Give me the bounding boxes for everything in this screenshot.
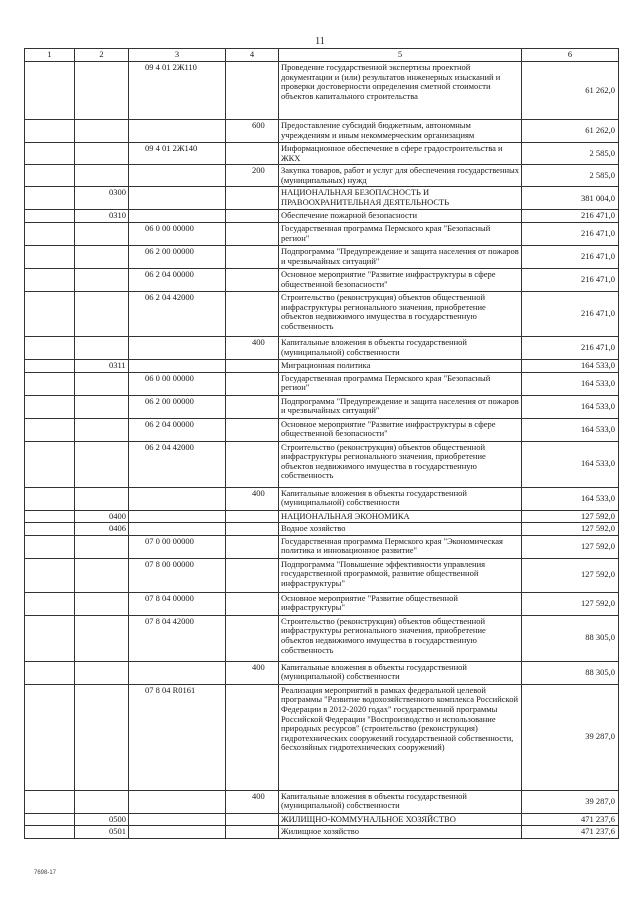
section-code: 0500 <box>75 813 129 826</box>
amount: 164 533,0 <box>522 395 619 418</box>
cell-col1 <box>25 523 75 536</box>
amount: 164 533,0 <box>522 487 619 510</box>
amount: 127 592,0 <box>522 510 619 523</box>
expense-type-code: 400 <box>226 790 279 813</box>
amount: 127 592,0 <box>522 535 619 558</box>
section-code: 0501 <box>75 826 129 839</box>
target-article-code <box>129 661 226 684</box>
section-code <box>75 291 129 336</box>
expense-type-code <box>226 187 279 210</box>
table-row <box>25 120 619 143</box>
cell-col1 <box>25 441 75 487</box>
table-row <box>25 826 619 839</box>
expense-type-code <box>226 222 279 245</box>
section-code: 0310 <box>75 210 129 223</box>
item-name: Капитальные вложения в объекты государственной (муниципальной) собственности <box>279 790 522 813</box>
column-number: 4 <box>226 49 279 62</box>
section-code <box>75 222 129 245</box>
section-code <box>75 62 129 120</box>
target-article-code: 07 0 00 00000 <box>129 535 226 558</box>
target-article-code <box>129 165 226 187</box>
section-code <box>75 535 129 558</box>
cell-col1 <box>25 790 75 813</box>
amount: 61 262,0 <box>522 120 619 143</box>
item-name: Подпрограмма "Предупреждение и защита населения от пожаров и чрезвычайных ситуаций" <box>279 395 522 418</box>
amount: 216 471,0 <box>522 222 619 245</box>
target-article-code: 06 2 00 00000 <box>129 245 226 268</box>
table-row <box>25 418 619 441</box>
expense-type-code: 400 <box>226 661 279 684</box>
expense-type-code <box>226 210 279 223</box>
column-number: 3 <box>129 49 226 62</box>
cell-col1 <box>25 535 75 558</box>
table-row <box>25 336 619 359</box>
item-name: Капитальные вложения в объекты государственной (муниципальной) собственности <box>279 487 522 510</box>
item-name: Строительство (реконструкция) объектов общественной инфраструктуры регионального значения, приобретение объектов недвижимого имущества в государственную собственность <box>279 441 522 487</box>
target-article-code <box>129 487 226 510</box>
item-name: Жилищное хозяйство <box>279 826 522 839</box>
target-article-code: 06 2 04 42000 <box>129 441 226 487</box>
item-name: Государственная программа Пермского края "Экономическая политика и инновационное развитие" <box>279 535 522 558</box>
section-code: 0311 <box>75 359 129 372</box>
table-row <box>25 222 619 245</box>
item-name: Капитальные вложения в объекты государственной (муниципальной) собственности <box>279 661 522 684</box>
table-row <box>25 790 619 813</box>
cell-col1 <box>25 187 75 210</box>
cell-col1 <box>25 615 75 661</box>
item-name: Капитальные вложения в объекты государственной (муниципальной) собственности <box>279 336 522 359</box>
section-code <box>75 143 129 165</box>
expense-type-code <box>226 523 279 536</box>
expense-type-code <box>226 684 279 790</box>
expense-type-code: 400 <box>226 487 279 510</box>
target-article-code: 07 8 04 00000 <box>129 592 226 615</box>
amount: 127 592,0 <box>522 523 619 536</box>
column-number: 6 <box>522 49 619 62</box>
expense-type-code <box>226 813 279 826</box>
expense-type-code <box>226 441 279 487</box>
section-code <box>75 684 129 790</box>
table-row <box>25 245 619 268</box>
amount: 164 533,0 <box>522 418 619 441</box>
target-article-code: 07 8 00 00000 <box>129 558 226 592</box>
cell-col1 <box>25 143 75 165</box>
expense-type-code <box>226 826 279 839</box>
section-code <box>75 790 129 813</box>
amount: 216 471,0 <box>522 291 619 336</box>
section-code <box>75 487 129 510</box>
amount: 39 287,0 <box>522 790 619 813</box>
cell-col1 <box>25 395 75 418</box>
expense-type-code <box>226 510 279 523</box>
amount: 471 237,6 <box>522 813 619 826</box>
target-article-code <box>129 523 226 536</box>
expense-type-code <box>226 558 279 592</box>
section-code: 0300 <box>75 187 129 210</box>
table-row <box>25 684 619 790</box>
item-name: Подпрограмма "Повышение эффективности управления государственной программой, развитие общественной инфраструктуры" <box>279 558 522 592</box>
target-article-code <box>129 120 226 143</box>
item-name: Реализация мероприятий в рамках федеральной целевой программы "Развитие водохозяйственного комплекса Российской Федерации в 2012-2020 годах" государственной программы Российской Федерации "Воспроизводство и использование природных ресурсов" (строительство (реконструкция) гидротехнических сооружений государственной собственности, бесхозяйных гидротехнических сооружений) <box>279 684 522 790</box>
table-row <box>25 291 619 336</box>
target-article-code: 09 4 01 2Ж140 <box>129 143 226 165</box>
section-code: 0406 <box>75 523 129 536</box>
item-name: Государственная программа Пермского края "Безопасный регион" <box>279 372 522 395</box>
expense-type-code <box>226 143 279 165</box>
table-row <box>25 372 619 395</box>
target-article-code <box>129 187 226 210</box>
expense-type-code: 400 <box>226 336 279 359</box>
cell-col1 <box>25 165 75 187</box>
table-row <box>25 510 619 523</box>
target-article-code <box>129 790 226 813</box>
target-article-code: 09 4 01 2Ж110 <box>129 62 226 120</box>
item-name: Основное мероприятие "Развитие общественной инфраструктуры" <box>279 592 522 615</box>
cell-col1 <box>25 487 75 510</box>
section-code <box>75 268 129 291</box>
section-code <box>75 165 129 187</box>
table-row <box>25 615 619 661</box>
amount: 216 471,0 <box>522 336 619 359</box>
section-code <box>75 372 129 395</box>
target-article-code <box>129 336 226 359</box>
target-article-code: 06 2 04 00000 <box>129 418 226 441</box>
table-row <box>25 592 619 615</box>
table-row <box>25 813 619 826</box>
table-row <box>25 359 619 372</box>
expense-type-code <box>226 245 279 268</box>
item-name: Обеспечение пожарной безопасности <box>279 210 522 223</box>
cell-col1 <box>25 336 75 359</box>
item-name: Миграционная политика <box>279 359 522 372</box>
table-row <box>25 487 619 510</box>
amount: 88 305,0 <box>522 661 619 684</box>
amount: 61 262,0 <box>522 62 619 120</box>
expense-type-code <box>226 372 279 395</box>
table-row <box>25 558 619 592</box>
amount: 2 585,0 <box>522 143 619 165</box>
amount: 216 471,0 <box>522 210 619 223</box>
expense-type-code <box>226 615 279 661</box>
cell-col1 <box>25 661 75 684</box>
amount: 164 533,0 <box>522 359 619 372</box>
item-name: Государственная программа Пермского края "Безопасный регион" <box>279 222 522 245</box>
amount: 2 585,0 <box>522 165 619 187</box>
item-name: Строительство (реконструкция) объектов общественной инфраструктуры регионального значения, приобретение объектов недвижимого имущества в государственную собственность <box>279 291 522 336</box>
expense-type-code: 600 <box>226 120 279 143</box>
target-article-code: 07 8 04 42000 <box>129 615 226 661</box>
column-number: 1 <box>25 49 75 62</box>
section-code <box>75 336 129 359</box>
cell-col1 <box>25 291 75 336</box>
amount: 216 471,0 <box>522 245 619 268</box>
item-name: Строительство (реконструкция) объектов общественной инфраструктуры регионального значения, приобретение объектов недвижимого имущества в государственную собственность <box>279 615 522 661</box>
cell-col1 <box>25 826 75 839</box>
section-code <box>75 418 129 441</box>
table-row <box>25 143 619 165</box>
cell-col1 <box>25 558 75 592</box>
expense-type-code <box>226 535 279 558</box>
amount: 381 004,0 <box>522 187 619 210</box>
item-name: Основное мероприятие "Развитие инфраструктуры в сфере общественной безопасности" <box>279 268 522 291</box>
expense-type-code <box>226 268 279 291</box>
section-code <box>75 661 129 684</box>
target-article-code: 07 8 04 R0161 <box>129 684 226 790</box>
cell-col1 <box>25 359 75 372</box>
cell-col1 <box>25 592 75 615</box>
budget-table <box>24 48 619 839</box>
section-code <box>75 592 129 615</box>
table-row <box>25 395 619 418</box>
target-article-code <box>129 359 226 372</box>
cell-col1 <box>25 510 75 523</box>
item-name: Водное хозяйство <box>279 523 522 536</box>
amount: 127 592,0 <box>522 592 619 615</box>
cell-col1 <box>25 245 75 268</box>
cell-col1 <box>25 684 75 790</box>
table-row <box>25 535 619 558</box>
section-code <box>75 441 129 487</box>
table-row <box>25 187 619 210</box>
cell-col1 <box>25 418 75 441</box>
target-article-code <box>129 510 226 523</box>
item-name: НАЦИОНАЛЬНАЯ БЕЗОПАСНОСТЬ И ПРАВООХРАНИТЕЛЬНАЯ ДЕЯТЕЛЬНОСТЬ <box>279 187 522 210</box>
expense-type-code <box>226 592 279 615</box>
cell-col1 <box>25 372 75 395</box>
cell-col1 <box>25 210 75 223</box>
target-article-code: 06 2 04 00000 <box>129 268 226 291</box>
page-number: 11 <box>315 36 325 47</box>
section-code <box>75 245 129 268</box>
cell-col1 <box>25 813 75 826</box>
item-name: НАЦИОНАЛЬНАЯ ЭКОНОМИКА <box>279 510 522 523</box>
column-number-header <box>25 49 619 62</box>
table-row <box>25 661 619 684</box>
amount: 471 237,6 <box>522 826 619 839</box>
table-row <box>25 523 619 536</box>
expense-type-code <box>226 359 279 372</box>
item-name: Предоставление субсидий бюджетным, автономным учреждениям и иным некоммерческим организациям <box>279 120 522 143</box>
target-article-code: 06 0 00 00000 <box>129 372 226 395</box>
target-article-code <box>129 826 226 839</box>
item-name: Проведение государственной экспертизы проектной документации и (или) результатов инженерных изысканий и проверки достоверности определения сметной стоимости объектов капитального строительства <box>279 62 522 120</box>
cell-col1 <box>25 268 75 291</box>
column-number: 5 <box>279 49 522 62</box>
item-name: Информационное обеспечение в сфере градостроительства и ЖКХ <box>279 143 522 165</box>
item-name: Подпрограмма "Предупреждение и защита населения от пожаров и чрезвычайных ситуаций" <box>279 245 522 268</box>
amount: 39 287,0 <box>522 684 619 790</box>
amount: 164 533,0 <box>522 441 619 487</box>
target-article-code <box>129 210 226 223</box>
cell-col1 <box>25 62 75 120</box>
section-code <box>75 558 129 592</box>
section-code <box>75 395 129 418</box>
target-article-code: 06 0 00 00000 <box>129 222 226 245</box>
table-row <box>25 268 619 291</box>
item-name: ЖИЛИЩНО-КОММУНАЛЬНОЕ ХОЗЯЙСТВО <box>279 813 522 826</box>
cell-col1 <box>25 120 75 143</box>
amount: 127 592,0 <box>522 558 619 592</box>
target-article-code <box>129 813 226 826</box>
amount: 216 471,0 <box>522 268 619 291</box>
table-row <box>25 210 619 223</box>
expense-type-code <box>226 62 279 120</box>
expense-type-code <box>226 395 279 418</box>
table-row <box>25 165 619 187</box>
item-name: Закупка товаров, работ и услуг для обеспечения государственных (муниципальных) нужд <box>279 165 522 187</box>
amount: 164 533,0 <box>522 372 619 395</box>
column-number: 2 <box>75 49 129 62</box>
cell-col1 <box>25 222 75 245</box>
section-code <box>75 120 129 143</box>
expense-type-code <box>226 418 279 441</box>
target-article-code: 06 2 00 00000 <box>129 395 226 418</box>
amount: 88 305,0 <box>522 615 619 661</box>
item-name: Основное мероприятие "Развитие инфраструктуры в сфере общественной безопасности" <box>279 418 522 441</box>
expense-type-code <box>226 291 279 336</box>
target-article-code: 06 2 04 42000 <box>129 291 226 336</box>
expense-type-code: 200 <box>226 165 279 187</box>
table-row <box>25 62 619 120</box>
section-code <box>75 615 129 661</box>
document-footer-code: 7698-17 <box>34 870 57 876</box>
table-row <box>25 441 619 487</box>
section-code: 0400 <box>75 510 129 523</box>
